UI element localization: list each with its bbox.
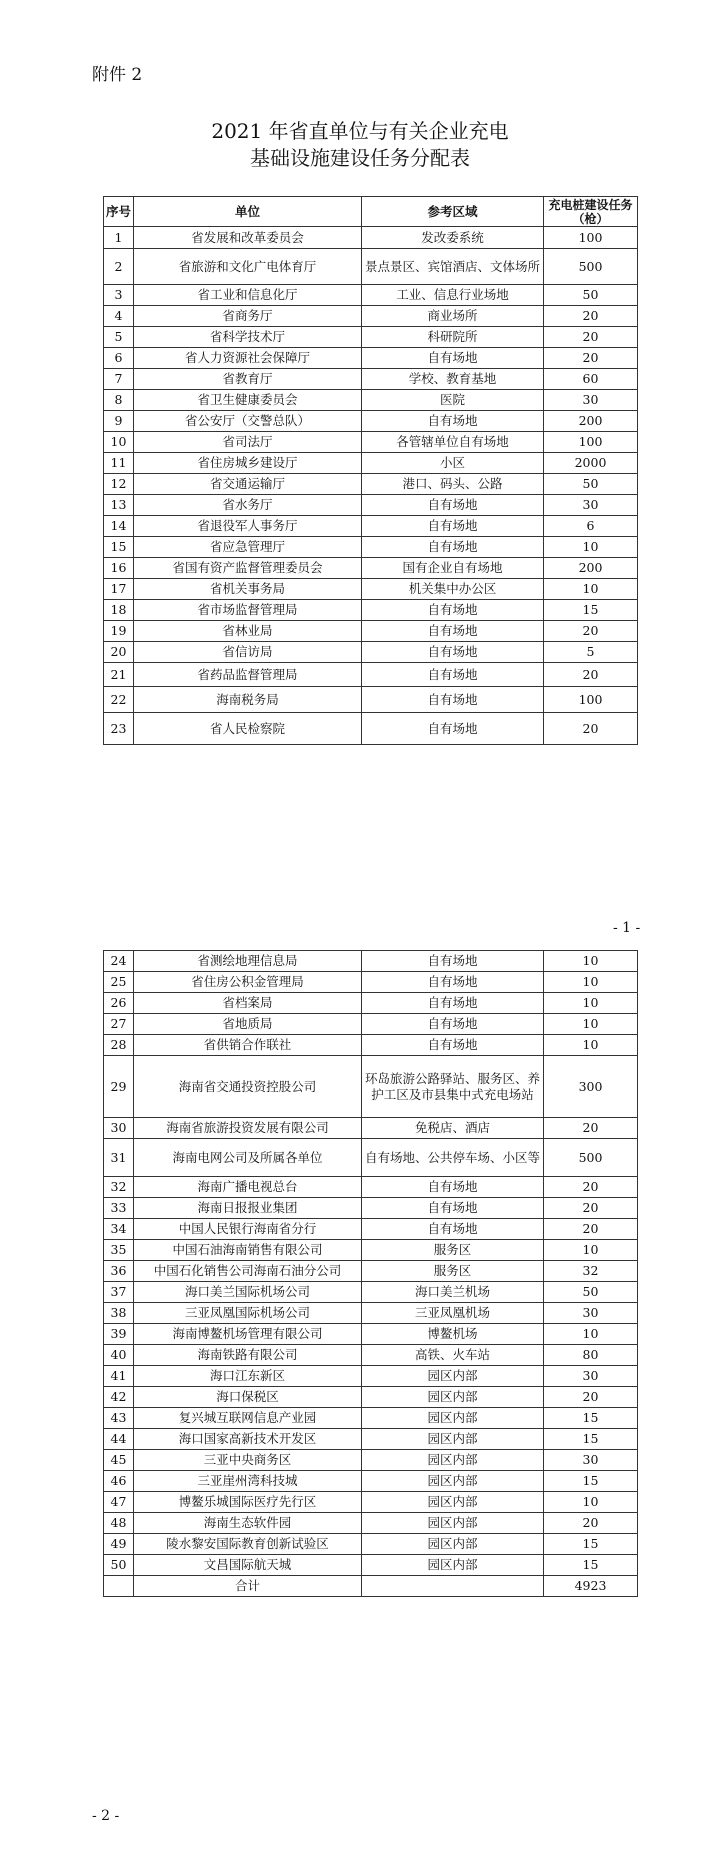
table-row — [104, 993, 638, 1014]
cell-area: 高铁、火车站 — [362, 1345, 544, 1366]
table-row — [104, 951, 638, 972]
table-row — [104, 1198, 638, 1219]
cell-area: 自有场地 — [362, 972, 544, 993]
cell-count: 20 — [544, 1177, 638, 1198]
cell-area: 自有场地 — [362, 993, 544, 1014]
cell-no: 16 — [104, 558, 134, 579]
cell-unit: 中国石化销售公司海南石油分公司 — [134, 1261, 362, 1282]
cell-unit: 陵水黎安国际教育创新试验区 — [134, 1534, 362, 1555]
table-row — [104, 1492, 638, 1513]
table-row — [104, 495, 638, 516]
cell-unit: 省商务厅 — [134, 306, 362, 327]
cell-area: 自有场地、公共停车场、小区等 — [362, 1139, 544, 1177]
document-title — [0, 118, 720, 172]
table-row — [104, 1056, 638, 1118]
cell-no: 38 — [104, 1303, 134, 1324]
cell-count: 15 — [544, 1429, 638, 1450]
cell-no: 9 — [104, 411, 134, 432]
cell-count: 20 — [544, 1513, 638, 1534]
cell-unit: 三亚凤凰国际机场公司 — [134, 1303, 362, 1324]
cell-no: 11 — [104, 453, 134, 474]
cell-area: 自有场地 — [362, 1177, 544, 1198]
cell-unit: 省旅游和文化广电体育厅 — [134, 249, 362, 285]
cell-count: 30 — [544, 1450, 638, 1471]
table-row — [104, 348, 638, 369]
cell-no: 15 — [104, 537, 134, 558]
cell-area: 自有场地 — [362, 1198, 544, 1219]
cell-unit: 省住房公积金管理局 — [134, 972, 362, 993]
cell-unit: 博鳌乐城国际医疗先行区 — [134, 1492, 362, 1513]
table-row — [104, 432, 638, 453]
cell-area: 园区内部 — [362, 1534, 544, 1555]
cell-no: 17 — [104, 579, 134, 600]
cell-no: 33 — [104, 1198, 134, 1219]
cell-area: 海口美兰机场 — [362, 1282, 544, 1303]
table-row — [104, 1429, 638, 1450]
cell-area: 免税店、酒店 — [362, 1118, 544, 1139]
total-label: 合计 — [134, 1576, 362, 1597]
cell-count: 15 — [544, 1471, 638, 1492]
table-row — [104, 1177, 638, 1198]
cell-no: 41 — [104, 1366, 134, 1387]
cell-unit: 省机关事务局 — [134, 579, 362, 600]
cell-no: 43 — [104, 1408, 134, 1429]
cell-area: 商业场所 — [362, 306, 544, 327]
cell-area: 服务区 — [362, 1240, 544, 1261]
cell-area: 自有场地 — [362, 600, 544, 621]
cell-area: 自有场地 — [362, 411, 544, 432]
table-row — [104, 642, 638, 663]
cell-unit: 省发展和改革委员会 — [134, 227, 362, 249]
cell-unit: 省药品监督管理局 — [134, 663, 362, 687]
cell-no: 26 — [104, 993, 134, 1014]
cell-no: 12 — [104, 474, 134, 495]
cell-unit: 文昌国际航天城 — [134, 1555, 362, 1576]
table-row — [104, 713, 638, 745]
cell-unit: 省卫生健康委员会 — [134, 390, 362, 411]
cell-count: 10 — [544, 993, 638, 1014]
cell-area: 园区内部 — [362, 1429, 544, 1450]
cell-count: 10 — [544, 1014, 638, 1035]
cell-count: 200 — [544, 558, 638, 579]
cell-area: 园区内部 — [362, 1387, 544, 1408]
table-row — [104, 972, 638, 993]
cell-count: 100 — [544, 227, 638, 249]
cell-unit: 复兴城互联网信息产业园 — [134, 1408, 362, 1429]
cell-unit: 海口国家高新技术开发区 — [134, 1429, 362, 1450]
cell-area: 学校、教育基地 — [362, 369, 544, 390]
cell-unit: 省住房城乡建设厅 — [134, 453, 362, 474]
cell-unit: 海口保税区 — [134, 1387, 362, 1408]
cell-area: 园区内部 — [362, 1366, 544, 1387]
cell-area: 自有场地 — [362, 348, 544, 369]
cell-no: 19 — [104, 621, 134, 642]
table-row — [104, 390, 638, 411]
cell-unit: 海南广播电视总台 — [134, 1177, 362, 1198]
cell-area: 自有场地 — [362, 621, 544, 642]
cell-count: 20 — [544, 663, 638, 687]
table-row — [104, 1324, 638, 1345]
cell-no: 28 — [104, 1035, 134, 1056]
cell-no: 46 — [104, 1471, 134, 1492]
cell-no: 39 — [104, 1324, 134, 1345]
cell-area: 机关集中办公区 — [362, 579, 544, 600]
cell-count: 50 — [544, 1282, 638, 1303]
cell-count: 15 — [544, 1555, 638, 1576]
table-row — [104, 1261, 638, 1282]
table-row — [104, 1035, 638, 1056]
cell-count: 60 — [544, 369, 638, 390]
cell-no: 49 — [104, 1534, 134, 1555]
cell-count: 15 — [544, 1534, 638, 1555]
table-row — [104, 600, 638, 621]
table-row — [104, 474, 638, 495]
attachment-label: 附件 2 — [92, 65, 143, 85]
cell-area: 园区内部 — [362, 1492, 544, 1513]
table-row — [104, 306, 638, 327]
table-row — [104, 1219, 638, 1240]
cell-no: 7 — [104, 369, 134, 390]
cell-no: 14 — [104, 516, 134, 537]
allocation-table-page-1 — [103, 196, 638, 745]
cell-no: 47 — [104, 1492, 134, 1513]
cell-unit: 省地质局 — [134, 1014, 362, 1035]
table-row — [104, 369, 638, 390]
cell-area: 自有场地 — [362, 713, 544, 745]
table-row — [104, 1408, 638, 1429]
cell-area: 园区内部 — [362, 1450, 544, 1471]
table-row — [104, 453, 638, 474]
cell-area: 园区内部 — [362, 1471, 544, 1492]
cell-area: 自有场地 — [362, 663, 544, 687]
cell-area: 医院 — [362, 390, 544, 411]
cell-no: 1 — [104, 227, 134, 249]
cell-unit: 省市场监督管理局 — [134, 600, 362, 621]
col-header-unit: 单位 — [134, 197, 362, 227]
cell-area: 服务区 — [362, 1261, 544, 1282]
cell-area: 小区 — [362, 453, 544, 474]
table-row — [104, 1555, 638, 1576]
cell-no: 18 — [104, 600, 134, 621]
cell-count: 10 — [544, 972, 638, 993]
cell-count: 10 — [544, 1240, 638, 1261]
cell-unit: 中国石油海南销售有限公司 — [134, 1240, 362, 1261]
cell-count: 20 — [544, 621, 638, 642]
cell-count: 10 — [544, 1492, 638, 1513]
cell-unit: 海口美兰国际机场公司 — [134, 1282, 362, 1303]
cell-count: 20 — [544, 327, 638, 348]
cell-unit: 三亚中央商务区 — [134, 1450, 362, 1471]
cell-count: 15 — [544, 600, 638, 621]
cell-count: 10 — [544, 537, 638, 558]
cell-area: 园区内部 — [362, 1555, 544, 1576]
allocation-table-page-2 — [103, 950, 638, 1597]
table-row — [104, 1387, 638, 1408]
cell-no: 32 — [104, 1177, 134, 1198]
cell-count: 30 — [544, 1303, 638, 1324]
cell-no: 45 — [104, 1450, 134, 1471]
table-row — [104, 579, 638, 600]
total-area — [362, 1576, 544, 1597]
cell-no: 5 — [104, 327, 134, 348]
cell-unit: 省人民检察院 — [134, 713, 362, 745]
cell-unit: 省林业局 — [134, 621, 362, 642]
cell-unit: 省信访局 — [134, 642, 362, 663]
cell-area: 科研院所 — [362, 327, 544, 348]
cell-no: 13 — [104, 495, 134, 516]
cell-count: 200 — [544, 411, 638, 432]
cell-no: 35 — [104, 1240, 134, 1261]
cell-count: 300 — [544, 1056, 638, 1118]
cell-count: 20 — [544, 1198, 638, 1219]
table-row — [104, 537, 638, 558]
cell-unit: 海南省旅游投资发展有限公司 — [134, 1118, 362, 1139]
cell-count: 32 — [544, 1261, 638, 1282]
cell-no: 48 — [104, 1513, 134, 1534]
table-row — [104, 687, 638, 713]
cell-area: 自有场地 — [362, 951, 544, 972]
table-row — [104, 1471, 638, 1492]
table-row — [104, 558, 638, 579]
cell-count: 80 — [544, 1345, 638, 1366]
cell-area: 自有场地 — [362, 495, 544, 516]
cell-count: 30 — [544, 495, 638, 516]
table-row — [104, 285, 638, 306]
page-number-1: - 1 - — [613, 920, 641, 936]
cell-no: 2 — [104, 249, 134, 285]
total-spacer — [104, 1576, 134, 1597]
cell-no: 23 — [104, 713, 134, 745]
cell-no: 29 — [104, 1056, 134, 1118]
cell-unit: 海南铁路有限公司 — [134, 1345, 362, 1366]
table-row — [104, 249, 638, 285]
cell-no: 4 — [104, 306, 134, 327]
table-row — [104, 663, 638, 687]
cell-count: 5 — [544, 642, 638, 663]
cell-count: 10 — [544, 1324, 638, 1345]
table-row — [104, 1139, 638, 1177]
table-row — [104, 1366, 638, 1387]
col-header-count: 充电桩建设任务（枪） — [544, 197, 638, 227]
cell-no: 27 — [104, 1014, 134, 1035]
cell-no: 6 — [104, 348, 134, 369]
cell-count: 500 — [544, 1139, 638, 1177]
cell-no: 21 — [104, 663, 134, 687]
cell-no: 3 — [104, 285, 134, 306]
cell-count: 2000 — [544, 453, 638, 474]
table-row — [104, 1450, 638, 1471]
cell-unit: 海南日报报业集团 — [134, 1198, 362, 1219]
cell-count: 50 — [544, 474, 638, 495]
cell-unit: 海南博鳌机场管理有限公司 — [134, 1324, 362, 1345]
table-row — [104, 1534, 638, 1555]
table-row — [104, 1014, 638, 1035]
cell-count: 30 — [544, 1366, 638, 1387]
cell-count: 30 — [544, 390, 638, 411]
table-row — [104, 1345, 638, 1366]
cell-area: 各管辖单位自有场地 — [362, 432, 544, 453]
table-row — [104, 411, 638, 432]
cell-area: 自有场地 — [362, 537, 544, 558]
cell-count: 15 — [544, 1408, 638, 1429]
cell-no: 42 — [104, 1387, 134, 1408]
cell-unit: 省人力资源社会保障厅 — [134, 348, 362, 369]
cell-unit: 省公安厅（交警总队） — [134, 411, 362, 432]
cell-count: 20 — [544, 1219, 638, 1240]
cell-unit: 省国有资产监督管理委员会 — [134, 558, 362, 579]
cell-unit: 省科学技术厅 — [134, 327, 362, 348]
cell-area: 自有场地 — [362, 687, 544, 713]
cell-unit: 海南电网公司及所属各单位 — [134, 1139, 362, 1177]
title-line-2: 基础设施建设任务分配表 — [250, 146, 470, 170]
cell-no: 36 — [104, 1261, 134, 1282]
table-row — [104, 1282, 638, 1303]
cell-unit: 省测绘地理信息局 — [134, 951, 362, 972]
table-row — [104, 227, 638, 249]
cell-no: 37 — [104, 1282, 134, 1303]
cell-count: 100 — [544, 432, 638, 453]
cell-area: 环岛旅游公路驿站、服务区、养护工区及市县集中式充电场站 — [362, 1056, 544, 1118]
cell-unit: 省退役军人事务厅 — [134, 516, 362, 537]
total-row — [104, 1576, 638, 1597]
cell-area: 国有企业自有场地 — [362, 558, 544, 579]
cell-area: 三亚凤凰机场 — [362, 1303, 544, 1324]
cell-no: 8 — [104, 390, 134, 411]
cell-count: 10 — [544, 579, 638, 600]
cell-no: 44 — [104, 1429, 134, 1450]
title-line-1: 2021 年省直单位与有关企业充电 — [211, 119, 509, 143]
cell-no: 30 — [104, 1118, 134, 1139]
cell-unit: 海南税务局 — [134, 687, 362, 713]
cell-count: 10 — [544, 1035, 638, 1056]
cell-no: 24 — [104, 951, 134, 972]
cell-unit: 省档案局 — [134, 993, 362, 1014]
cell-unit: 省供销合作联社 — [134, 1035, 362, 1056]
cell-unit: 海南生态软件园 — [134, 1513, 362, 1534]
table-row — [104, 1240, 638, 1261]
table-row — [104, 1303, 638, 1324]
cell-count: 20 — [544, 1118, 638, 1139]
cell-count: 10 — [544, 951, 638, 972]
page-number-2: - 2 - — [92, 1808, 120, 1824]
cell-area: 自有场地 — [362, 642, 544, 663]
cell-count: 500 — [544, 249, 638, 285]
cell-unit: 三亚崖州湾科技城 — [134, 1471, 362, 1492]
table-header-row — [104, 197, 638, 227]
total-value: 4923 — [544, 1576, 638, 1597]
table-row — [104, 621, 638, 642]
cell-unit: 海口江东新区 — [134, 1366, 362, 1387]
cell-count: 20 — [544, 1387, 638, 1408]
col-header-area: 参考区域 — [362, 197, 544, 227]
cell-unit: 省交通运输厅 — [134, 474, 362, 495]
cell-count: 6 — [544, 516, 638, 537]
cell-area: 工业、信息行业场地 — [362, 285, 544, 306]
cell-no: 20 — [104, 642, 134, 663]
cell-unit: 省教育厅 — [134, 369, 362, 390]
cell-no: 50 — [104, 1555, 134, 1576]
cell-area: 园区内部 — [362, 1408, 544, 1429]
cell-no: 25 — [104, 972, 134, 993]
cell-area: 景点景区、宾馆酒店、文体场所 — [362, 249, 544, 285]
cell-no: 10 — [104, 432, 134, 453]
cell-no: 34 — [104, 1219, 134, 1240]
cell-area: 自有场地 — [362, 1035, 544, 1056]
cell-area: 发改委系统 — [362, 227, 544, 249]
cell-no: 31 — [104, 1139, 134, 1177]
cell-area: 自有场地 — [362, 1014, 544, 1035]
cell-unit: 中国人民银行海南省分行 — [134, 1219, 362, 1240]
cell-count: 20 — [544, 306, 638, 327]
cell-no: 40 — [104, 1345, 134, 1366]
table-row — [104, 1118, 638, 1139]
table-row — [104, 327, 638, 348]
cell-area: 博鳌机场 — [362, 1324, 544, 1345]
cell-unit: 省工业和信息化厅 — [134, 285, 362, 306]
cell-area: 自有场地 — [362, 516, 544, 537]
cell-unit: 省水务厅 — [134, 495, 362, 516]
cell-count: 100 — [544, 687, 638, 713]
cell-count: 20 — [544, 713, 638, 745]
cell-unit: 省司法厅 — [134, 432, 362, 453]
cell-no: 22 — [104, 687, 134, 713]
cell-area: 自有场地 — [362, 1219, 544, 1240]
cell-unit: 海南省交通投资控股公司 — [134, 1056, 362, 1118]
table-row — [104, 1513, 638, 1534]
cell-unit: 省应急管理厅 — [134, 537, 362, 558]
table-row — [104, 516, 638, 537]
cell-count: 50 — [544, 285, 638, 306]
cell-area: 园区内部 — [362, 1513, 544, 1534]
col-header-no: 序号 — [104, 197, 134, 227]
cell-count: 20 — [544, 348, 638, 369]
cell-area: 港口、码头、公路 — [362, 474, 544, 495]
